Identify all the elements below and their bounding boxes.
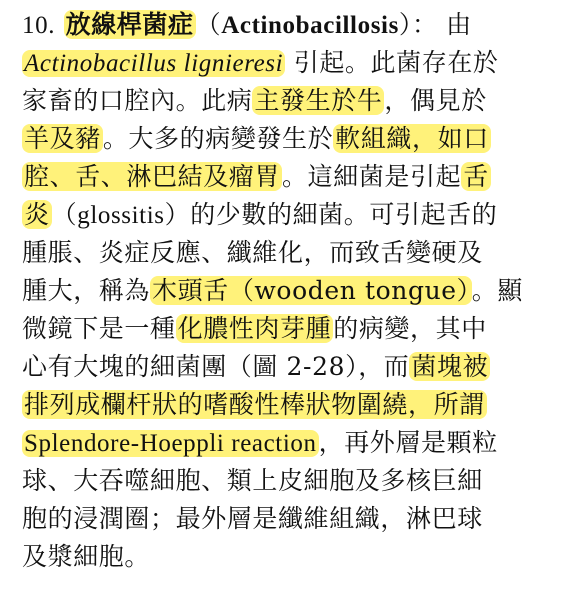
next-entry-cutoff bbox=[22, 590, 542, 598]
text-segment: 。顯 bbox=[471, 276, 523, 305]
line-10 bbox=[22, 349, 490, 385]
entry-title: 放線桿菌症 bbox=[65, 10, 194, 39]
line-12 bbox=[22, 425, 498, 461]
disease-latin-name: Actinobacillosis bbox=[221, 12, 399, 39]
text-segment: 球、大吞噬細胞、類上皮細胞及多核巨細 bbox=[22, 466, 483, 495]
text-segment: （ bbox=[51, 200, 78, 229]
line-11 bbox=[22, 387, 487, 423]
line-5 bbox=[22, 159, 491, 195]
line-6 bbox=[22, 197, 497, 233]
text-segment: 及漿細胞。 bbox=[22, 542, 151, 571]
highlighted-text: 腔、舌、淋巴結及瘤胃 bbox=[24, 162, 281, 191]
line-7 bbox=[22, 235, 483, 271]
line-8 bbox=[22, 273, 523, 309]
highlighted-text: 舌 bbox=[463, 162, 489, 191]
line-2 bbox=[22, 45, 499, 81]
highlighted-text: 羊及豬 bbox=[24, 124, 101, 153]
entry-number: 10. bbox=[22, 12, 56, 39]
highlighted-text: 排列成欄杆狀的嗜酸性棒狀物圍繞，所謂 bbox=[24, 390, 485, 419]
highlighted-text: 軟組織，如口 bbox=[335, 124, 489, 153]
line-1-tail: ）： 由 bbox=[398, 10, 472, 39]
text-segment: 微鏡下是一種 bbox=[22, 314, 176, 343]
text-segment: 。大多的病變發生於 bbox=[102, 124, 334, 153]
text-segment: 的病變，其中 bbox=[333, 314, 487, 343]
text-segment: 家畜的口腔內。此病 bbox=[22, 86, 253, 115]
highlighted-text: 木頭舌（wooden tongue） bbox=[152, 276, 470, 305]
text-segment: ）的少數的細菌。可引起舌的 bbox=[164, 200, 498, 229]
highlighted-text: 主發生於牛 bbox=[254, 86, 383, 115]
highlighted-text: Actinobacillus lignieresi bbox=[24, 50, 284, 77]
highlighted-text: 菌塊被 bbox=[411, 352, 489, 381]
line-3 bbox=[22, 83, 487, 119]
text-segment: 。這細菌是引起 bbox=[282, 162, 462, 191]
text-segment: glossitis bbox=[77, 202, 165, 229]
text-segment: 引起。此菌存在於 bbox=[285, 48, 499, 77]
highlighted-text: Splendore-Hoeppli reaction bbox=[24, 430, 317, 457]
line-14 bbox=[22, 501, 483, 537]
highlighted-text: 炎 bbox=[24, 200, 50, 229]
text-segment: ，偶見於 bbox=[384, 86, 487, 115]
line-15 bbox=[22, 539, 150, 575]
text-segment: 腫脹、炎症反應、纖維化，而致舌變硬及 bbox=[22, 238, 483, 267]
text-segment: 腫大，稱為 bbox=[22, 276, 151, 305]
line-13 bbox=[22, 463, 483, 499]
line-1 bbox=[22, 7, 472, 43]
line-9 bbox=[22, 311, 487, 347]
text-segment: 胞的浸潤圈；最外層是纖維組織，淋巴球 bbox=[22, 504, 483, 533]
line-1-paren-open: （ bbox=[195, 10, 222, 39]
line-4 bbox=[22, 121, 491, 157]
text-segment: 心有大塊的細菌團（圖 2-28），而 bbox=[22, 352, 410, 381]
highlighted-text: 化膿性肉芽腫 bbox=[177, 314, 332, 343]
text-segment: ，再外層是顆粒 bbox=[318, 428, 498, 457]
